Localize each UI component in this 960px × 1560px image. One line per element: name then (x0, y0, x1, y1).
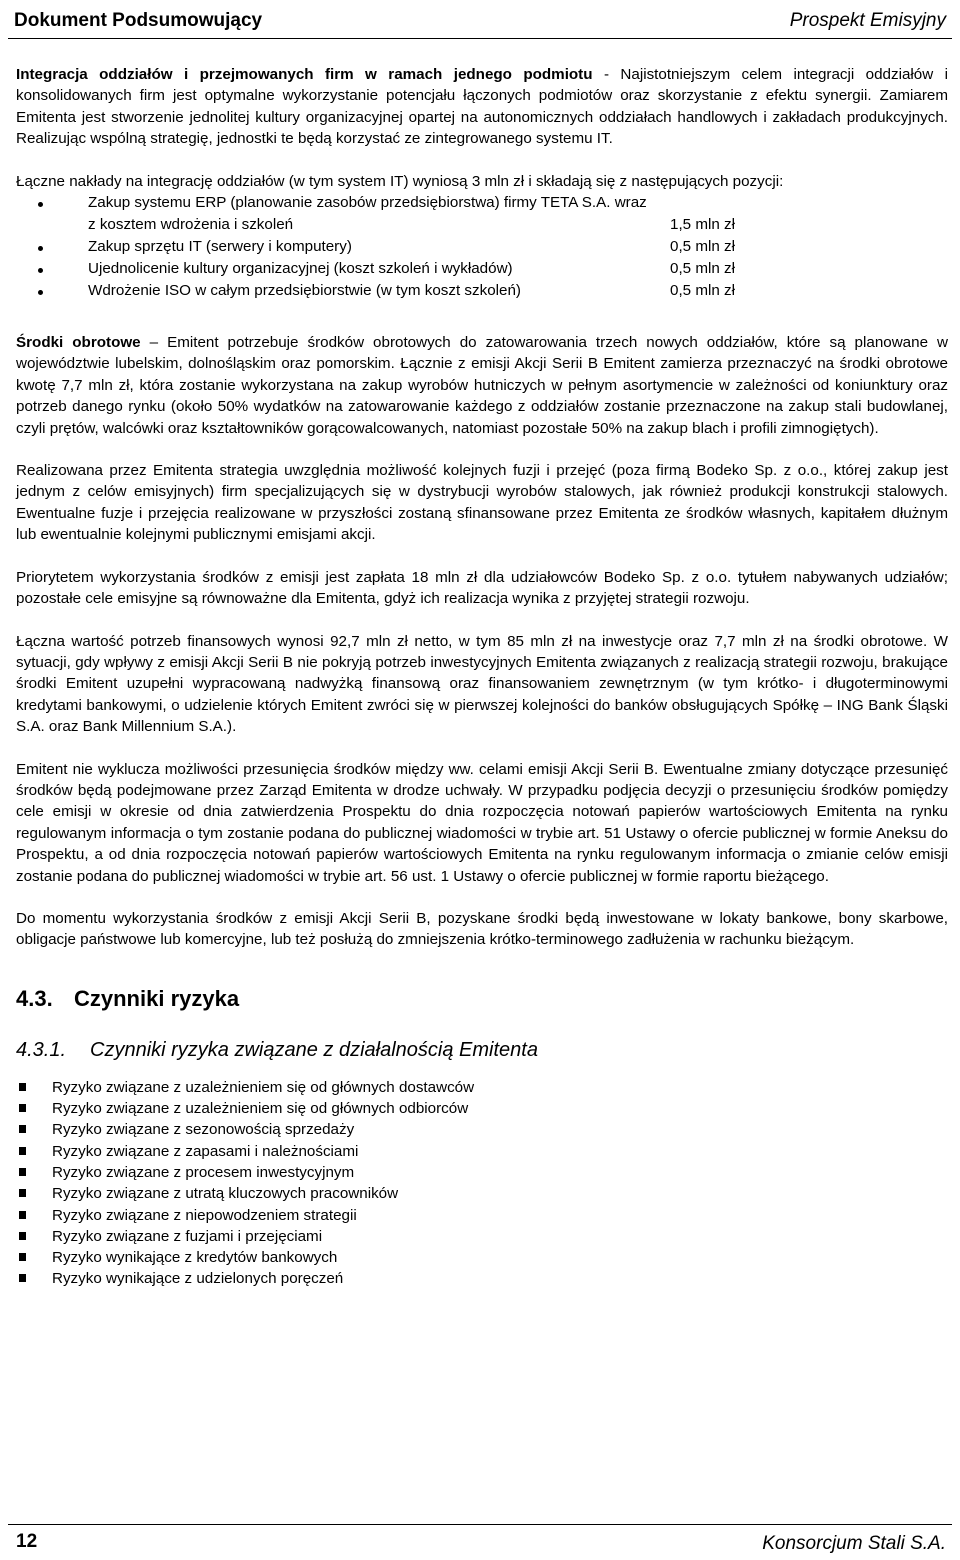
risk-list (16, 1077, 948, 1290)
list-item: Zakup systemu ERP (planowanie zasobów przedsiębiorstwa) firmy TETA S.A. wraz z kosztem wdrożenia i szkoleń 1,5 mln zł (16, 192, 948, 236)
integration-heading: Integracja oddziałów i przejmowanych firm w ramach jednego podmiotu (16, 66, 593, 83)
list-item: Ujednolicenie kultury organizacyjnej (koszt szkoleń i wykładów) 0,5 mln zł (16, 258, 948, 280)
square-bullet-icon (19, 1168, 26, 1176)
page-content (16, 64, 948, 1290)
costs-intro: Łączne nakłady na integrację oddziałów (w tym system IT) wyniosą 3 mln zł i składają się z następujących pozycji: (16, 172, 784, 190)
square-bullet-icon (19, 1232, 26, 1240)
square-bullet-icon (19, 1125, 26, 1133)
square-bullet-icon (19, 1211, 26, 1219)
document-title: Dokument Podsumowujący (14, 10, 263, 31)
bullet-icon (38, 246, 43, 251)
cost-amount: 1,5 mln zł (670, 216, 735, 234)
list-item: Ryzyko związane z zapasami i należnościami (16, 1141, 948, 1162)
square-bullet-icon (19, 1147, 26, 1155)
square-bullet-icon (19, 1274, 26, 1282)
company-name: Konsorcjum Stali S.A. (762, 1533, 946, 1554)
integration-paragraph: Integracja oddziałów i przejmowanych firm w ramach jednego podmiotu - Najistotniejszym celem integracji oddziałów i konsolidowanych firm jest optymalne wykorzystanie potencjału łączonych podmiotów oraz skorzystanie z efektu synergii. Zamiarem Emitenta jest stworzenie jednolitej kultury organizacyjnej opartej na autonomicznych oddziałach handlowych i zakładach produkcyjnych. Realizując wspólną strategię, jednostki te będą korzystać ze zintegrowanego systemu IT. (16, 66, 948, 148)
list-item: Ryzyko związane z uzależnieniem się od głównych odbiorców (16, 1098, 948, 1119)
page-number: 12 (16, 1531, 38, 1552)
square-bullet-icon (19, 1189, 26, 1197)
list-item: Ryzyko wynikające z kredytów bankowych (16, 1247, 948, 1268)
list-item: Ryzyko związane z procesem inwestycyjnym (16, 1162, 948, 1183)
priority-paragraph: Priorytetem wykorzystania środków z emisji jest zapłata 18 mln zł dla udziałowców Bodeko Sp. z o.o. tytułem nabywanych udziałów; pozostałe cele emisyjne są równoważne dla Emitenta, gdyż ich realizacja wynika z przyjętej strategii rozwoju. (16, 568, 948, 608)
cost-amount: 0,5 mln zł (670, 282, 735, 300)
reallocation-paragraph: Emitent nie wyklucza możliwości przesunięcia środków między ww. celami emisji Akcji Serii B. Ewentualne zmiany dotyczące przesunięć środków będą podejmowane przez Zarząd Emitenta w drodze uchwały. W przypadku podjęcia decyzji o przesunięciu środków pomiędzy cele emisji w okresie od dnia zatwierdzenia Prospektu do dnia rozpoczęcia notowań papierów wartościowych Emitenta na rynku regulowanym informacja o tym zostanie podana do publicznej wiadomości w trybie art. 51 Ustawy o ofercie publicznej w formie Aneksu do Prospektu, a od dnia rozpoczęcia notowań papierów wartościowych Emitenta na rynku regulowanym informacja o zmianie celów emisji zostanie podana do publicznej wiadomości w trybie art. 56 ust. 1 Ustawy o ofercie publicznej w formie raportu bieżącego. (16, 760, 948, 885)
bullet-icon (38, 202, 43, 207)
working-capital-paragraph: Środki obrotowe – Emitent potrzebuje środków obrotowych do zatowarowania trzech nowych oddziałów, które są planowane w województwie lubelskim, dolnośląskim oraz pomorskim. Łącznie z emisji Akcji Serii B Emitent zamierza przeznaczyć na środki obrotowe kwotę 7,7 mln zł, która zostanie wykorzystana na zakup wyrobów hutniczych w pełnym asortymencie w zależności od koniunktury oraz potrzeb danego rynku (około 50% wydatków na zatowarowanie każdego z oddziałów zostanie przeznaczone na zakup stali budowlanej, czyli prętów, walcówki oraz kształtowników gorącowalcowanych, natomiast pozostałe 50% na zakup blach i profili zimnogiętych). (16, 334, 948, 437)
page-header (8, 6, 952, 39)
list-item: Ryzyko związane z uzależnieniem się od głównych dostawców (16, 1077, 948, 1098)
list-item: Wdrożenie ISO w całym przedsiębiorstwie (w tym koszt szkoleń) 0,5 mln zł (16, 280, 948, 302)
financing-paragraph: Łączna wartość potrzeb finansowych wynosi 92,7 mln zł netto, w tym 85 mln zł na inwestycje oraz 7,7 mln zł na środki obrotowe. W sytuacji, gdy wpływy z emisji Akcji Serii B nie pokryją potrzeb inwestycyjnych Emitenta związanych z realizacją strategii rozwoju, brakujące środki Emitent uzupełni wypracowaną nadwyżką finansową oraz finansowaniem zewnętrznym (w tym krótko- i długoterminowymi kredytami bankowymi, o udzielenie których Emitent zwróci się w pierwszej kolejności do banków obsługujących Spółkę – ING Bank Śląski S.A. oraz Bank Millennium S.A.). (16, 632, 948, 736)
deposit-paragraph: Do momentu wykorzystania środków z emisji Akcji Serii B, pozyskane środki będą inwestowane w lokaty bankowe, bony skarbowe, obligacje państwowe lub komercyjne, lub też posłużą do zmniejszenia krótko-terminowego zadłużenia w rachunku bieżącym. (16, 909, 948, 949)
square-bullet-icon (19, 1083, 26, 1091)
costs-list (16, 192, 948, 302)
subsection-heading: 4.3.1. Czynniki ryzyka związane z działalnością Emitenta (16, 1038, 538, 1061)
prospectus-label: Prospekt Emisyjny (789, 10, 946, 31)
working-capital-heading: Środki obrotowe (16, 334, 141, 352)
list-item: Ryzyko związane z niepowodzeniem strategii (16, 1205, 948, 1226)
list-item: Ryzyko związane z fuzjami i przejęciami (16, 1226, 948, 1247)
page-footer (8, 1524, 952, 1559)
list-item: Ryzyko związane z sezonowością sprzedaży (16, 1119, 948, 1140)
square-bullet-icon (19, 1253, 26, 1261)
bullet-icon (38, 268, 43, 273)
cost-amount: 0,5 mln zł (670, 260, 735, 278)
cost-amount: 0,5 mln zł (670, 238, 735, 256)
strategy-paragraph: Realizowana przez Emitenta strategia uwzględnia możliwość kolejnych fuzji i przejęć (poza firmą Bodeko Sp. z o.o., której zakup jest jednym z celów emisyjnych) firm specjalizujących się w dystrybucji wyrobów stalowych, jak również produkcji konstrukcji stalowych. Ewentualne fuzje i przejęcia realizowane w przyszłości zostaną sfinansowane przez Emitenta ze środków własnych, kapitałem dłużnym lub ewentualnie kolejnymi publicznymi emisjami akcji. (16, 462, 948, 544)
bullet-icon (38, 290, 43, 295)
list-item: Zakup sprzętu IT (serwery i komputery) 0,5 mln zł (16, 236, 948, 258)
list-item: Ryzyko związane z utratą kluczowych pracowników (16, 1183, 948, 1204)
section-heading: 4.3. Czynniki ryzyka (16, 985, 240, 1011)
list-item: Ryzyko wynikające z udzielonych poręczeń (16, 1268, 948, 1289)
square-bullet-icon (19, 1104, 26, 1112)
